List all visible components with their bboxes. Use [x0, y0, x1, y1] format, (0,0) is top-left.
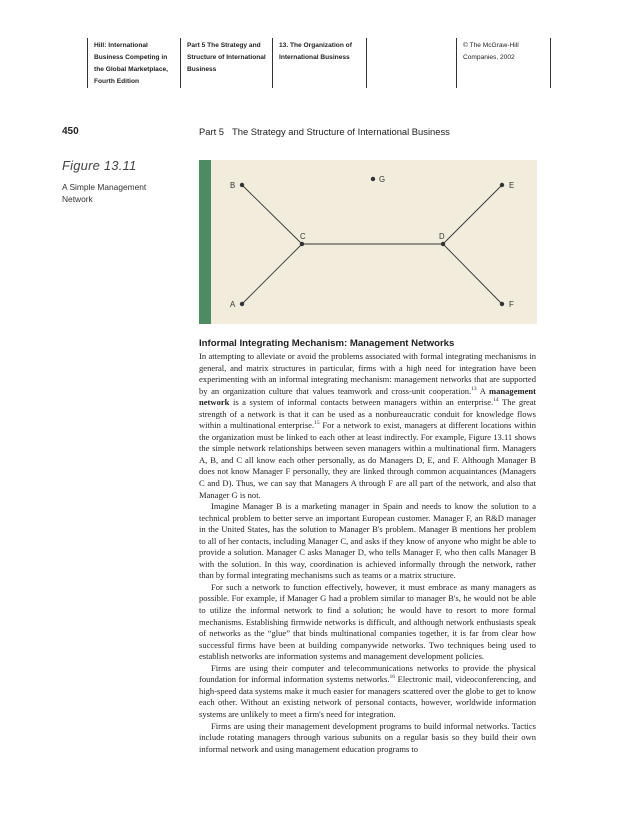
footnote-ref-16: 16 — [389, 674, 395, 681]
page-number: 450 — [62, 126, 79, 137]
header-table — [87, 38, 551, 88]
footnote-ref-14: 14 — [493, 397, 499, 404]
node-f — [500, 302, 504, 306]
node-g — [371, 177, 375, 181]
node-b — [240, 183, 244, 187]
header-book-title: Hill: International Business Competing in the Global Marketplace, Fourth Edition — [88, 38, 181, 88]
node-d — [441, 242, 445, 246]
running-head-title: The Strategy and Structure of International Business — [232, 126, 450, 137]
paragraph-5: Firms are using their management development programs to build informal networks. Tactics include rotating managers through various subunits on a regular basis so they build their own informal network and using management education programs to — [199, 720, 536, 754]
node-a — [240, 302, 244, 306]
paragraph-3: For such a network to function effectively, however, it must embrace as many managers as possible. For example, if Manager G had a problem similar to manager B's, he would not be able to utilize the informal network to find a solution; he would have to resort to more formal mechanisms. Establishing firmwide networks is difficult, and although network enthusiasts speak of networks as the “glue” that binds multinational companies together, it is far from clear how successful firms have been at building companywide networks. Two techniques being used to establish networks are information systems and management development policies. — [199, 581, 536, 662]
node-label-d: D — [439, 232, 445, 241]
running-head — [199, 126, 450, 137]
section-heading: Informal Integrating Mechanism: Management Networks — [199, 338, 455, 349]
header-empty-cell — [367, 38, 457, 88]
header-copyright: © The McGraw-Hill Companies, 2002 — [457, 38, 551, 88]
paragraph-1-text-d: The great strength of a network is that it can be used as a nonbureaucratic conduit for knowledge flows within a multinational enterprise. — [199, 397, 536, 431]
management-network-diagram — [199, 160, 537, 324]
edge-d-e — [443, 185, 502, 244]
node-label-c: C — [300, 232, 306, 241]
node-label-b: B — [230, 181, 236, 190]
paragraph-1-text-b: A — [476, 385, 489, 396]
paragraph-1-text-c: is a system of informal contacts between managers within an enterprise. — [229, 397, 494, 408]
paragraph-1 — [199, 351, 536, 501]
body-text — [199, 351, 536, 755]
footnote-ref-13: 13 — [471, 385, 477, 392]
paragraph-4-text-a: Firms are using their computer and telecommunications networks to provide the physical foundation for informal information systems networks. — [199, 662, 536, 685]
node-e — [500, 183, 504, 187]
node-c — [300, 242, 304, 246]
paragraph-1-text-a: In attempting to alleviate or avoid the problems associated with formal integrating mechanisms in general, and matrix structures in particular, firms with a high need for integration have been experimenting with an informal integrating mechanism: management networks that are supported by an organization culture that values teamwork and cross-unit cooperation. — [199, 351, 536, 396]
paragraph-2: Imagine Manager B is a marketing manager in Spain and needs to know the solution to a technical problem to better serve an important European customer. Manager F, an R&D manager in the United States, has the solution to Manager B's problem. Manager B mentions her problem to all of her contacts, including Manager C, and asks if they know of anyone who might be able to provide a solution. Manager C asks Manager D, who tells Manager F, who then calls Manager B with the solution. In this way, coordination is achieved informally through the network, rather than by formal integrating mechanisms such as teams or a matrix structure. — [199, 501, 536, 581]
paragraph-4-text-b: Electronic mail, videoconferencing, and high-speed data systems make it much easier for managers scattered over the globe to get to know each other. Without an existing network of personal contacts, however, worldwide information systems are unlikely to meet a firm's need for integration. — [199, 674, 537, 719]
edge-b-c — [242, 185, 302, 244]
header-chapter-title: 13. The Organization of International Business — [273, 38, 367, 88]
paragraph-4 — [199, 663, 536, 721]
key-term-management-network: management network — [199, 385, 536, 408]
node-label-a: A — [230, 300, 236, 309]
running-head-part: Part 5 — [199, 126, 225, 137]
figure-title: Figure 13.11 — [62, 158, 137, 173]
node-label-g: G — [379, 175, 386, 184]
footnote-ref-15: 15 — [314, 420, 320, 427]
node-label-e: E — [509, 181, 515, 190]
paragraph-1-text-e: For a network to exist, managers at different locations within the organization must be linked to each other at least indirectly. For example, Figure 13.11 shows the simple network relationships between seven managers within a multinational firm. Managers A, B, and C all know each other personally, as do Managers D, E, and F. Although Manager B does not know Manager F personally, they are linked through common acquaintances (Managers C and D). Thus, we can say that Managers A through F are all part of the network, and also that Manager G is not. — [199, 420, 536, 500]
edge-a-c — [242, 244, 302, 304]
node-label-f: F — [509, 300, 514, 309]
header-part-title: Part 5 The Strategy and Structure of International Business — [181, 38, 273, 88]
edge-d-f — [443, 244, 502, 304]
figure-caption: A Simple Management Network — [62, 182, 147, 204]
